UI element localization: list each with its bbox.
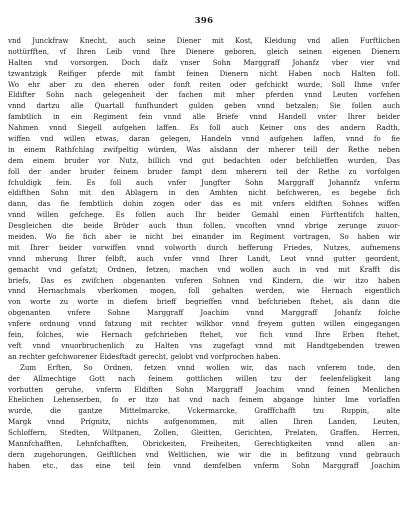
text-line: tzwantzigk Reifiger pferde mit fambt feinen Dienern nicht Haben noch Halten foll. <box>8 68 400 78</box>
text-line: Nahmen vnnd Siegell aufgehen laffen. Es foll auch Keiner ons des andern Radth, <box>8 123 400 133</box>
text-line: obgenanten vnfere Sohne Marggraff Joachim vnnd Marggraff Johanfz folche <box>8 308 400 318</box>
page-number: 396 <box>194 16 214 26</box>
text-line: fambtlich in ein Regiment fein vnnd alle Briefe vnnd Handell vnter Ihrer beider <box>8 112 400 122</box>
text-line: vnnd willen gefchege. Es follen auch Ihr beider Gemahl einen Fürftentifch halten, <box>8 210 400 220</box>
text-line: veft vnnd vnuorbruchenlich zu Halten vns zugefagt vnnd mit Handtgebenden trewen <box>8 340 400 350</box>
text-line: in einem Rathfchlag zwifpeltig würden, Was alsdann der mherer teill der Rethe neben <box>8 144 400 154</box>
body-text <box>8 36 400 472</box>
text-line: briefs, Das es zwifchen obgenanten vnferen Sohnen vnd Kindern, die wir itzo haben <box>8 275 400 285</box>
text-line: Halten vnd vorsorgen. Doch dafz vnser Sohn Marggraff Johanfz vber vier vnd <box>8 57 400 67</box>
text-line: fchuldigk fein. Es foll auch vnfer Jungfter Sohn Marggraff Johannfz vnferm <box>8 177 400 187</box>
text-line: gemacht vnd gefatzt; Ordnen, fetzen, machen vnd wollen auch in vnd mit Krafft dis <box>8 264 400 274</box>
text-line: von worte zu worte in diefem brieff begrieffen vnnd befchrieben ftehet, als dann die <box>8 297 400 307</box>
text-line: haben etc., das eine teil fein vnnd demfelben vnferm Sohn Marggraff Joachim <box>8 460 400 470</box>
text-line: nottürfften, vf Ihren Leib vnnd Ihre Dienere geboren, gleich seinen eigenen Dienern <box>8 46 400 56</box>
text-line: dern zugehorungen, Geiftlichen vnd Weltlichen, wie wir die in befitzung vnnd gebrauch <box>8 449 400 459</box>
text-line: wurde, die gantze Mittelmarcke, Vckermarcke, Grafffchafft tzu Ruppin, alte <box>8 406 400 416</box>
text-line: Schloffern, Stedten, Wiltpanen, Zollen, Gleitten, Gerichten, Prelaten, Graffen, Herren, <box>8 428 400 438</box>
text-line: vorhutten geruhe, vnferm Eldiften Sohn Marggraff Joachim vnnd feinen Menlichen <box>8 384 400 394</box>
text-line: foll der ander bruder feinem bruder fampt dem mherern teil der Rethe zu vorfolgen <box>8 166 400 176</box>
text-line: Mannfchafften, Lehnfchafften, Obrickeiten, Freiheiten, Gerechtigkeiten vnnd allen an- <box>8 438 400 448</box>
text-line: mit Ihrer beider vorwiffen vnnd volworth durch befferung Friedes, Nutzes, aufnemens <box>8 242 400 252</box>
text-line: dann, das fie fembtlich dohin zogen oder das es mit vnfers eldiften Sohnes wiffen <box>8 199 400 209</box>
text-line: vnfere ordnung vnnd fatzung mit rechter wilkhor vnnd freyem gutten willen eingegangen <box>8 319 400 329</box>
text-line: meiden. Wo fie fich aber ie nicht bei einander im Regiment vortragen, So haben wir <box>8 232 400 242</box>
text-line: eldifthen Sohn mit den Ablagern in den Amhten nicht befchweren, es begebe fich <box>8 188 400 198</box>
text-line: fein, folches, wie Hernach gefchrieben ftehet, vor fich vnnd Ihre Erben ftehet, <box>8 330 400 340</box>
text-line: vnd Junckfraw Knecht, auch seine Diener mit Kost, Kleidung vnd allen Furftlichen <box>8 36 400 45</box>
text-line: wiffen vnd willen etwas, daran gelegen, Handeln vnnd aufgehen laffen, vnnd fo fie <box>8 134 400 144</box>
text-line: Zum Erften, So Ordnen, fetzen vnnd wollen wir, das nach vnferem tode, den <box>20 362 400 372</box>
paragraph <box>8 363 400 472</box>
text-line: Desgleichen die beide Brüder auch thun follen, vncoften vnnd vbrige zerunge zuuor- <box>8 221 400 231</box>
text-line: Eldifter Sohn nach gelegenheit der fachen mit mher pferden vnnd Leuten vorfehen <box>8 90 400 100</box>
text-line: vnnd Hernachmals vberkomen mogen, foll gehalten werden, wie Hernach eigentlich <box>8 286 400 296</box>
text-line: Ehelichen Lehenserben, fo er itzo hat vnd nach feinem abgange hinter Ime vorlaffen <box>8 395 400 405</box>
text-line: Margk vnnd Prignitz, nichts aufgenommen, mit allen Ihren Landen, Leuten, <box>8 417 400 427</box>
text-line: vnnd dartzu alle Quartall funfhundert gulden geben vnnd betzalen; Sie follen auch <box>8 101 400 111</box>
text-line: vnnd mherung Ihrer felbft, auch vnfer vnnd Ihrer Landt, Leut vnnd gutter geordent, <box>8 253 400 263</box>
paragraph <box>8 36 400 363</box>
text-line: an rechter gefchworener Eidesftadt gerecht, gelobt vnd vorfprochen haben. <box>8 351 281 361</box>
text-line: der Allmechtige Gott nach feinem gottlichen willen tzu der feelenfeligkeit lang <box>8 373 400 383</box>
text-line: Wo ehr aber zu den eheren oder fonft reiten oder gefchickt wurde, Soll Ihme vnfer <box>8 79 400 89</box>
text-line: dem einem bruder vor Nutz, billich vnd gut bedachten oder befchlieffen wurden, Das <box>8 155 400 165</box>
